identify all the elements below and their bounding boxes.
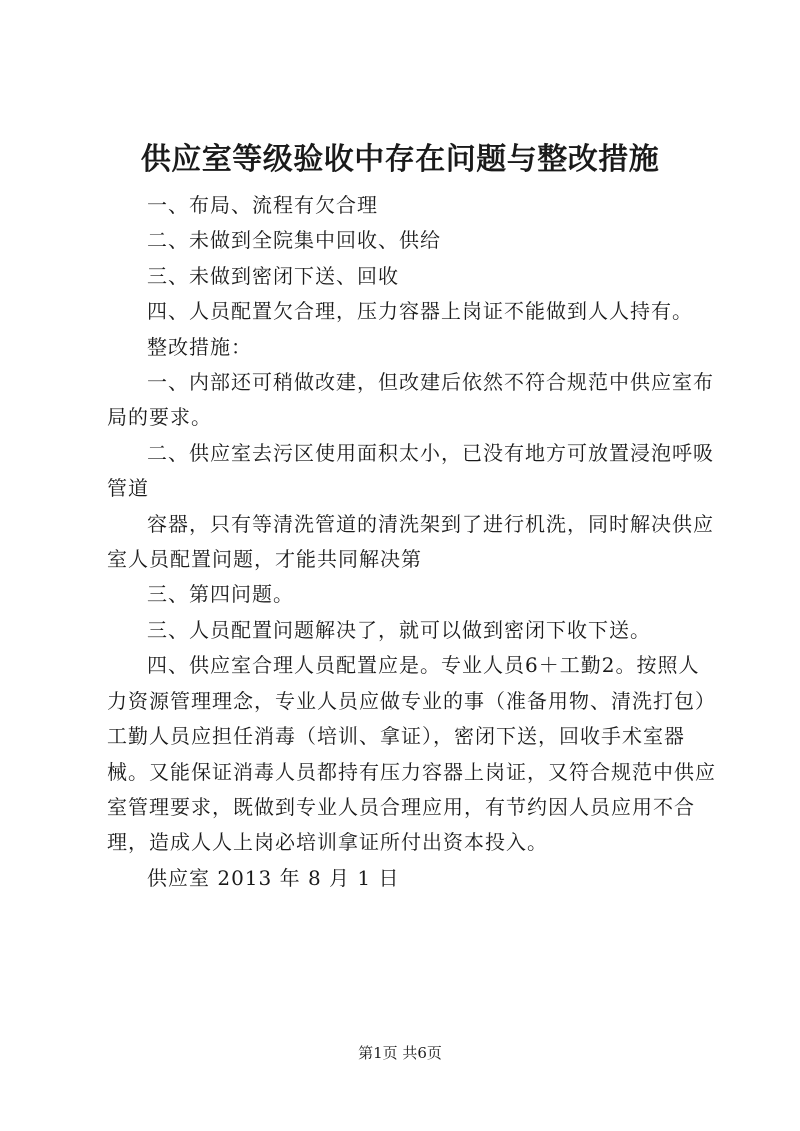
measures-heading: 整改措施： (147, 334, 252, 359)
document-title: 供应室等级验收中存在问题与整改措施 (140, 142, 660, 177)
issue-4-paragraph: 四、人员配置欠合理，压力容器上岗证不能做到人人持有。 (147, 299, 693, 324)
issue-3-paragraph: 三、未做到密闭下送、回收 (147, 263, 399, 288)
measure-4-paragraph: 四、供应室合理人员配置应是。专业人员6＋工勤2。按照人力资源管理理念，专业人员应做专业的事（准备用物、清洗打包）工勤人员应担任消毒（培训、拿证），密闭下送，回收手术室器械。又能保证消毒人员都持有压力容器上岗证，又符合规范中供应室管理要求，既做到专业人员合理应用，有节约因人员应用不合理，造成人人上岗必培训拿证所付出资本投入。 (107, 653, 716, 855)
issue-2-paragraph: 二、未做到全院集中回收、供给 (147, 228, 441, 253)
measure-2-continued-paragraph: 容器，只有等清洗管道的清洗架到了进行机洗，同时解决供应室人员配置问题，才能共同解决第 (107, 511, 714, 572)
signature-date-paragraph: 供应室 2013 年 8 月 1 日 (147, 865, 400, 890)
measure-1-paragraph: 一、内部还可稍做改建，但改建后依然不符合规范中供应室布局的要求。 (107, 370, 714, 430)
measure-2-tail-paragraph: 三、第四问题。 (147, 582, 294, 607)
measure-3-paragraph: 三、人员配置问题解决了，就可以做到密闭下收下送。 (147, 617, 651, 642)
measure-2-paragraph: 二、供应室去污区使用面积太小，已没有地方可放置浸泡呼吸管道 (107, 440, 714, 501)
page-footer: 第1页 共6页 (358, 1044, 442, 1062)
issue-1-paragraph: 一、布局、流程有欠合理 (147, 193, 378, 217)
document-body (107, 188, 719, 896)
